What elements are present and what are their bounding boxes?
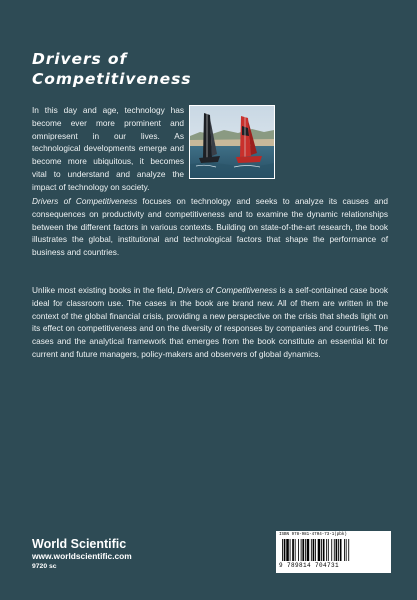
isbn-label: ISBN 978-981-4704-73-1(pbk) (279, 533, 347, 537)
casebook-paragraph-text: is a self-contained case book ideal for classroom use. The cases in the book are brand new. All of them are written in the context of the global financial crisis, providing a new perspective on the crisis that sheds light on its effect on competitiveness and on the diversity of responses by companies and countries. The cases and the analytical framework that emerges from the book constitute an essential kit for current and future managers, policy-makers and observers of global dynamics. (32, 285, 388, 359)
racing-sailboats-photo (189, 105, 275, 179)
book-title-line2: Competitiveness (32, 70, 192, 88)
focus-paragraph-book-title: Drivers of Competitiveness (32, 196, 138, 206)
intro-paragraph: In this day and age, technology has become ever more prominent and omnipresent in our lives. As technological developments emerge and become more ubiquitous, it becomes vital to understand and analyze the impact of technology on society. (32, 105, 184, 192)
book-title (32, 49, 332, 89)
publisher-url: www.worldscientific.com (32, 551, 132, 561)
barcode-number: 9 789814 704731 (279, 562, 340, 569)
publisher-block (32, 537, 132, 571)
publisher-name: World Scientific (32, 537, 127, 551)
focus-paragraph-text: focuses on technology and seeks to analyze its causes and consequences on productivity and competitiveness and to examine the dynamic relationships between the different factors in various contexts. Building on state-of-the-art research, the book illustrates the global, institutional and technological factors that shape the performance of business and countries. (32, 196, 388, 258)
publisher-code: 9720 sc (32, 563, 57, 570)
casebook-paragraph-book-title: Drivers of Competitiveness (177, 285, 278, 295)
book-title-line1: Drivers of (32, 50, 128, 68)
barcode-bars (279, 539, 388, 561)
focus-paragraph (32, 195, 388, 259)
casebook-paragraph (32, 284, 388, 361)
isbn-barcode (276, 531, 391, 573)
casebook-paragraph-lead: Unlike most existing books in the field, (32, 285, 178, 295)
